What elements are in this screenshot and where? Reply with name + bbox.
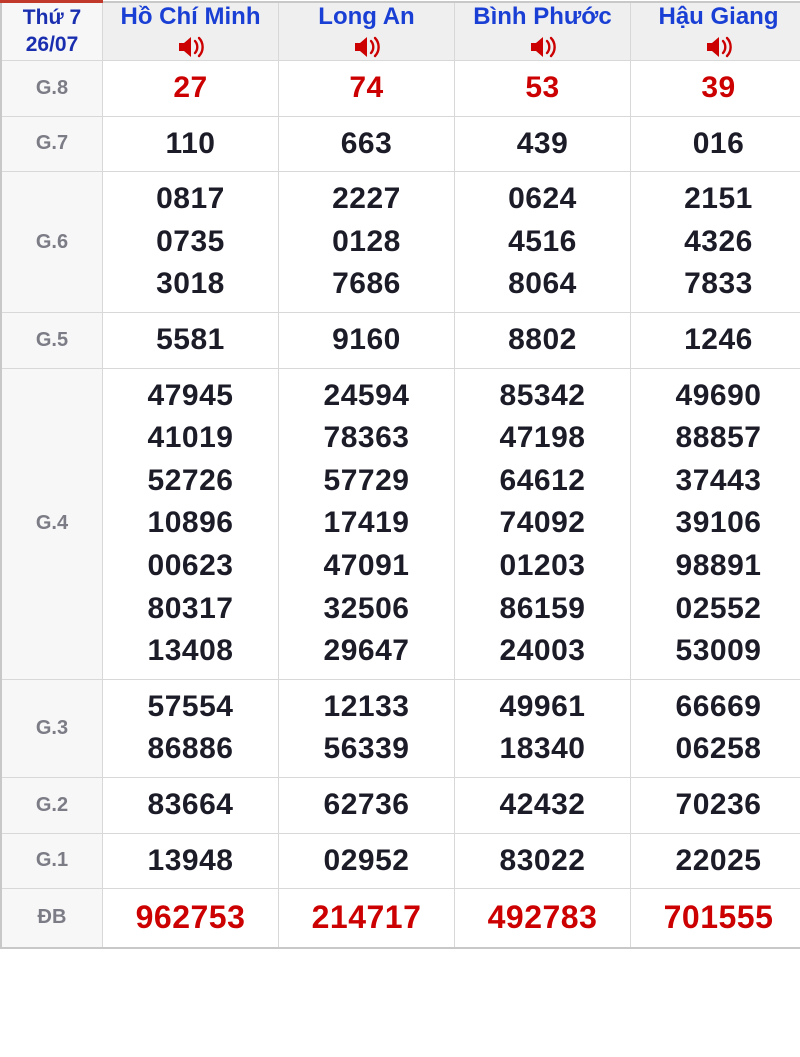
result-cell: [455, 61, 631, 117]
result-cell: [455, 889, 631, 948]
result-cell: [455, 313, 631, 369]
result-number: 86159: [499, 591, 586, 625]
province-label: Hồ Chí Minh: [120, 2, 261, 30]
result-number: 962753: [135, 899, 246, 936]
result-cell: [455, 368, 631, 679]
header-province-binhphuoc: [455, 2, 631, 61]
table-row: [1, 116, 800, 172]
result-number: 17419: [323, 506, 410, 540]
prize-label: G.7: [1, 116, 103, 172]
result-number: 27: [173, 71, 208, 105]
result-number: 37443: [675, 463, 762, 497]
result-number: 8802: [508, 323, 577, 357]
result-number: 0128: [332, 224, 401, 258]
table-header: [1, 2, 800, 61]
result-number: 4326: [684, 224, 753, 258]
result-number: 00623: [147, 549, 234, 583]
result-cell: [279, 889, 455, 948]
prize-label: G.1: [1, 833, 103, 889]
result-cell: [455, 116, 631, 172]
header-date: 26/07: [25, 32, 79, 56]
result-number: 78363: [323, 421, 410, 455]
result-number: 02952: [323, 843, 410, 877]
result-number: 88857: [675, 421, 762, 455]
result-cell: [631, 172, 800, 313]
result-number: 5581: [156, 323, 225, 357]
result-cell: [103, 116, 279, 172]
result-number: 7686: [332, 267, 401, 301]
result-number: 66669: [675, 689, 762, 723]
table-row: [1, 172, 800, 313]
result-cell: [455, 778, 631, 834]
result-number: 39106: [675, 506, 762, 540]
result-cell: [455, 679, 631, 777]
prize-label: G.4: [1, 368, 103, 679]
header-province-hochiminh: [103, 2, 279, 61]
table-row: [1, 679, 800, 777]
speaker-icon[interactable]: [279, 34, 454, 60]
result-cell: [279, 61, 455, 117]
result-number: 47945: [147, 378, 234, 412]
result-cell: [103, 889, 279, 948]
result-number: 74: [349, 71, 384, 105]
header-day: Thứ 7: [22, 6, 82, 30]
table-body: [1, 61, 800, 948]
result-number: 32506: [323, 591, 410, 625]
result-cell: [279, 778, 455, 834]
result-number: 42432: [499, 788, 586, 821]
result-number: 110: [165, 126, 216, 160]
result-cell: [279, 833, 455, 889]
prize-label: G.8: [1, 61, 103, 117]
result-cell: [455, 833, 631, 889]
result-number: 4516: [508, 224, 577, 258]
result-number: 53: [525, 71, 560, 105]
result-cell: [103, 833, 279, 889]
result-number: 06258: [675, 732, 762, 766]
result-cell: [631, 833, 800, 889]
result-number: 701555: [663, 899, 774, 936]
result-cell: [631, 889, 800, 948]
province-label: Bình Phước: [473, 2, 612, 30]
result-number: 47091: [323, 549, 410, 583]
result-number: 80317: [147, 591, 234, 625]
table-row: [1, 368, 800, 679]
result-number: 18340: [499, 732, 586, 766]
result-number: 29647: [323, 634, 410, 668]
result-number: 3018: [156, 267, 225, 301]
result-number: 2151: [684, 182, 753, 216]
prize-label: ĐB: [1, 889, 103, 948]
result-number: 83022: [499, 843, 586, 877]
result-cell: [455, 172, 631, 313]
result-number: 41019: [147, 421, 234, 455]
speaker-icon[interactable]: [103, 34, 278, 60]
result-number: 86886: [147, 732, 234, 766]
result-number: 13408: [147, 634, 234, 668]
table-row: [1, 833, 800, 889]
result-number: 98891: [675, 549, 762, 583]
result-number: 49690: [675, 378, 762, 412]
result-number: 57729: [323, 463, 410, 497]
header-date-cell: [1, 2, 103, 61]
result-cell: [279, 368, 455, 679]
result-cell: [631, 61, 800, 117]
result-number: 2227: [332, 182, 401, 216]
result-number: 214717: [311, 899, 422, 936]
result-number: 64612: [499, 463, 586, 497]
result-cell: [631, 679, 800, 777]
header-province-longan: [279, 2, 455, 61]
result-number: 39: [701, 71, 736, 105]
result-cell: [103, 61, 279, 117]
result-number: 439: [516, 126, 569, 160]
result-number: 47198: [499, 421, 586, 455]
result-cell: [279, 172, 455, 313]
prize-label: G.2: [1, 778, 103, 834]
result-cell: [103, 778, 279, 834]
result-number: 62736: [323, 788, 410, 821]
result-number: 52726: [147, 463, 234, 497]
result-cell: [279, 313, 455, 369]
result-number: 56339: [323, 732, 410, 766]
result-number: 0624: [508, 182, 577, 216]
result-cell: [631, 116, 800, 172]
speaker-icon[interactable]: [631, 34, 800, 60]
result-number: 83664: [147, 788, 234, 821]
result-number: 0735: [156, 224, 225, 258]
result-number: 01203: [499, 549, 586, 583]
result-number: 10896: [147, 506, 234, 540]
result-number: 8064: [508, 267, 577, 301]
result-cell: [103, 313, 279, 369]
result-cell: [279, 679, 455, 777]
result-number: 13948: [147, 843, 234, 877]
result-number: 22025: [675, 843, 762, 877]
result-number: 0817: [156, 182, 225, 216]
prize-label: G.6: [1, 172, 103, 313]
province-label: Hậu Giang: [658, 2, 779, 30]
result-number: 016: [692, 126, 745, 160]
result-number: 1246: [684, 323, 753, 357]
result-number: 7833: [684, 267, 753, 301]
result-number: 24003: [499, 634, 586, 668]
province-label: Long An: [318, 2, 415, 30]
result-number: 02552: [675, 591, 762, 625]
result-cell: [103, 368, 279, 679]
result-number: 24594: [323, 378, 410, 412]
result-number: 12133: [323, 689, 410, 723]
result-number: 57554: [147, 689, 234, 723]
table-row: [1, 313, 800, 369]
result-number: 9160: [332, 323, 401, 357]
table-row: [1, 889, 800, 948]
header-row: [1, 2, 800, 61]
result-cell: [631, 313, 800, 369]
result-cell: [279, 116, 455, 172]
result-cell: [103, 679, 279, 777]
result-number: 85342: [499, 378, 586, 412]
result-number: 74092: [499, 506, 586, 540]
result-cell: [631, 368, 800, 679]
header-province-haugiang: [631, 2, 800, 61]
prize-label: G.3: [1, 679, 103, 777]
table-row: [1, 778, 800, 834]
result-number: 53009: [675, 634, 762, 668]
speaker-icon[interactable]: [455, 34, 630, 60]
result-number: 49961: [499, 689, 586, 723]
prize-label: G.5: [1, 313, 103, 369]
table-row: [1, 61, 800, 117]
result-number: 70236: [675, 788, 762, 821]
result-cell: [631, 778, 800, 834]
result-number: 492783: [487, 899, 598, 936]
result-cell: [103, 172, 279, 313]
result-number: 663: [340, 126, 393, 160]
